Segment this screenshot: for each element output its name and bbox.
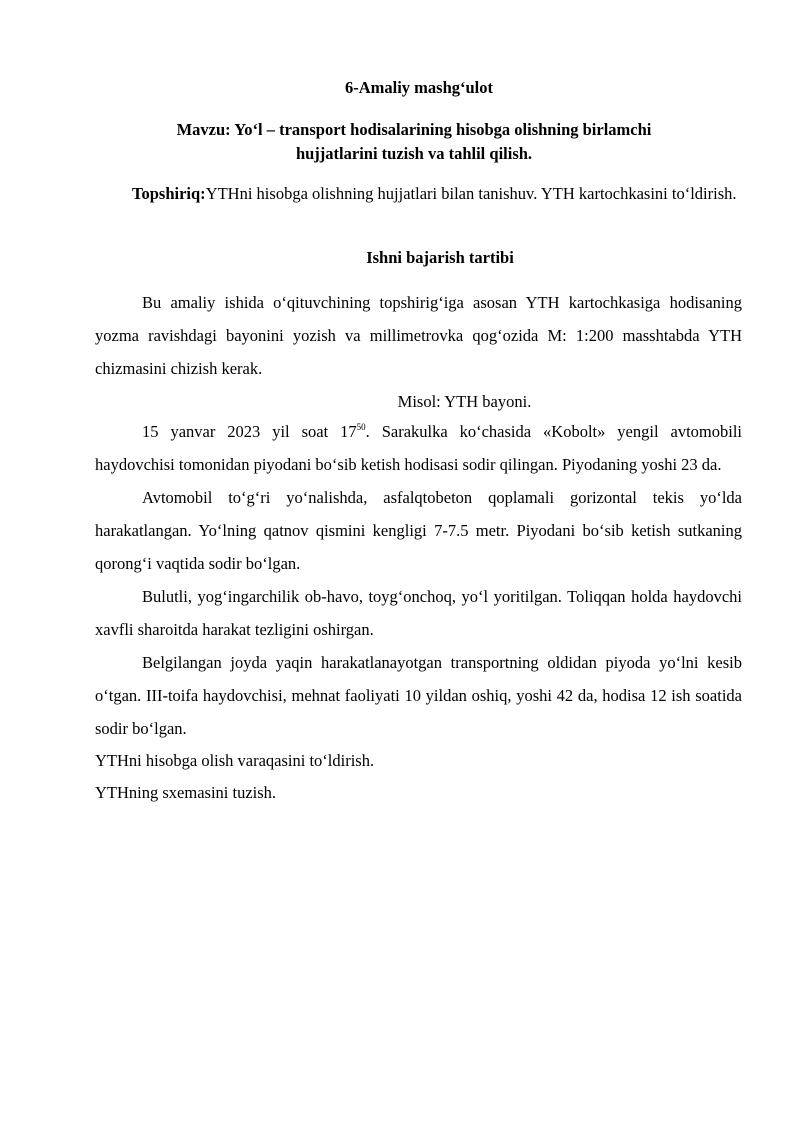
- example-paragraph-3: Bulutli, yog‘ingarchilik ob-havo, toyg‘onchoq, yo‘l yoritilgan. Toliqqan holda haydovchi xavfli sharoitda harakat tezligini oshirgan.: [95, 587, 742, 639]
- task-paragraph: [95, 182, 742, 206]
- instruction-2: YTHning sxemasini tuzish.: [95, 783, 277, 802]
- topic-heading: [96, 118, 800, 166]
- example-paragraph-1: [95, 415, 742, 481]
- example-paragraph-4: Belgilangan joyda yaqin harakatlanayotgan transportning oldidan piyoda yo‘lni kesib o‘tgan. III-toifa haydovchisi, mehnat faoliyati 10 yildan oshiq, yoshi 42 da, hodisa 12 ish soatida sodir bo‘lgan.: [95, 653, 742, 738]
- example-p1-date: 15 yanvar 2023 yil soat 17: [142, 422, 357, 441]
- example-paragraph-2: Avtomobil to‘g‘ri yo‘nalishda, asfalqtobeton qoplamali gorizontal tekis yo‘lda harakatlangan. Yo‘lning qatnov qismini kengligi 7-7.5 metr. Piyodani bo‘sib ketish sutkaning qorong‘i vaqtida sodir bo‘lgan.: [95, 488, 742, 573]
- example-p1-rest: . Sarakulka ko‘chasida «Kobolt» yengil avtomobili haydovchisi tomonidan piyodani bo‘sib ketish hodisasi sodir qilingan. Piyodaning yoshi 23 da.: [95, 422, 742, 474]
- lesson-title: 6-Amaliy mashg‘ulot: [344, 78, 494, 97]
- example-p1-minutes: 50: [356, 422, 366, 432]
- task-label: Topshiriq:: [132, 184, 206, 203]
- topic-line-1: Mavzu: Yo‘l – transport hodisalarining hisobga olishning birlamchi: [176, 120, 652, 139]
- topic-line-2: hujjatlarini tuzish va tahlil qilish.: [295, 144, 533, 163]
- instruction-1: YTHni hisobga olish varaqasini to‘ldirish.: [95, 751, 375, 770]
- task-text: YTHni hisobga olishning hujjatlari bilan tanishuv. YTH kartochkasini to‘ldirish.: [205, 184, 737, 203]
- intro-paragraph: Bu amaliy ishida o‘qituvchining topshirig‘iga asosan YTH kartochkasiga hodisaning yozma ravishdagi bayonini yozish va millimetrovka qog‘ozida M: 1:200 masshtabda YTH chizmasini chizish kerak.: [95, 293, 742, 378]
- body-text: [95, 286, 742, 809]
- example-title: Misol: YTH bayoni.: [397, 392, 532, 411]
- procedure-title: Ishni bajarish tartibi: [366, 248, 514, 267]
